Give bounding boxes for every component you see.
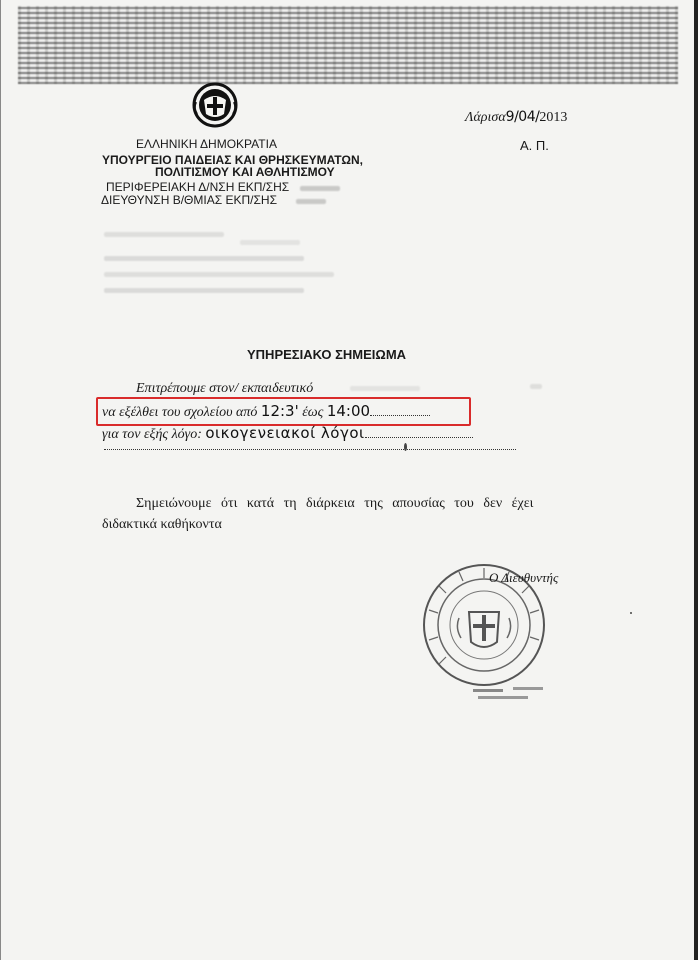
- note-line-1: Σημειώνουμε ότι κατά τη διάρκεια της απουσίας του δεν έχει: [136, 496, 534, 511]
- stamp-fragment: [473, 684, 553, 704]
- date-year: 2013: [539, 110, 568, 125]
- faded-text: [104, 256, 304, 261]
- header-ministry-cont: ΠΟΛΙΤΙΣΜΟΥ ΚΑΙ ΑΘΛΗΤΙΣΜΟΥ: [155, 165, 335, 179]
- exit-prefix: να εξέλθει του σχολείου από: [102, 405, 258, 420]
- scan-speck: [404, 443, 407, 451]
- faded-text: [296, 199, 326, 204]
- reason-prefix: για τον εξής λόγο:: [102, 427, 202, 442]
- document-title: ΥΠΗΡΕΣΙΑΚΟ ΣΗΜΕΙΩΜΑ: [247, 347, 407, 362]
- note-line-2: διδακτικά καθήκοντα: [102, 517, 222, 532]
- header-ministry: ΥΠΟΥΡΓΕΙΟ ΠΑΙΔΕΙΑΣ ΚΑΙ ΘΡΗΣΚΕΥΜΑΤΩΝ,: [102, 153, 364, 167]
- permit-text: Επιτρέπουμε στον/ εκπαιδευτικό: [136, 381, 314, 396]
- faded-text: [300, 186, 340, 191]
- until-word: έως: [302, 405, 324, 420]
- signature-label: Ο Διευθυντής: [489, 570, 559, 585]
- header-secondary-directorate: ΔΙΕΥΘΥΝΣΗ Β/ΘΜΙΑΣ ΕΚΠ/ΣΗΣ: [101, 193, 277, 207]
- date-city: Λάρισα: [465, 110, 506, 125]
- permit-line: [136, 381, 313, 397]
- reason-line: [102, 424, 473, 443]
- scan-speck: [630, 612, 632, 614]
- date-line: [465, 109, 567, 126]
- header-regional-directorate: ΠΕΡΙΦΕΡΕΙΑΚΗ Δ/ΝΣΗ ΕΚΠ/ΣΗΣ: [106, 180, 290, 194]
- highlight-box: [96, 397, 471, 426]
- to-time: 14:00: [326, 402, 371, 420]
- reference-number: Α. Π.: [520, 138, 549, 153]
- faded-text: [104, 272, 334, 277]
- greek-emblem-icon: [190, 80, 240, 130]
- date-handwritten: 9/04/: [505, 109, 540, 125]
- faded-text: [530, 384, 542, 389]
- faded-text: [104, 288, 304, 293]
- page-edge-right: [694, 0, 698, 960]
- from-time: 12:3': [260, 402, 299, 420]
- faded-text: [240, 240, 300, 245]
- header-republic: ΕΛΛΗΝΙΚΗ ΔΗΜΟΚΡΑΤΙΑ: [136, 137, 277, 151]
- page-edge-left: [0, 0, 1, 960]
- faded-text: [350, 386, 420, 391]
- blank-dotted-line: [104, 449, 516, 450]
- faded-text: [104, 232, 224, 237]
- reason-value: οικογενειακοί λόγοι: [205, 424, 365, 442]
- dotted-fill: [365, 425, 473, 438]
- scan-noise-band: [18, 6, 678, 84]
